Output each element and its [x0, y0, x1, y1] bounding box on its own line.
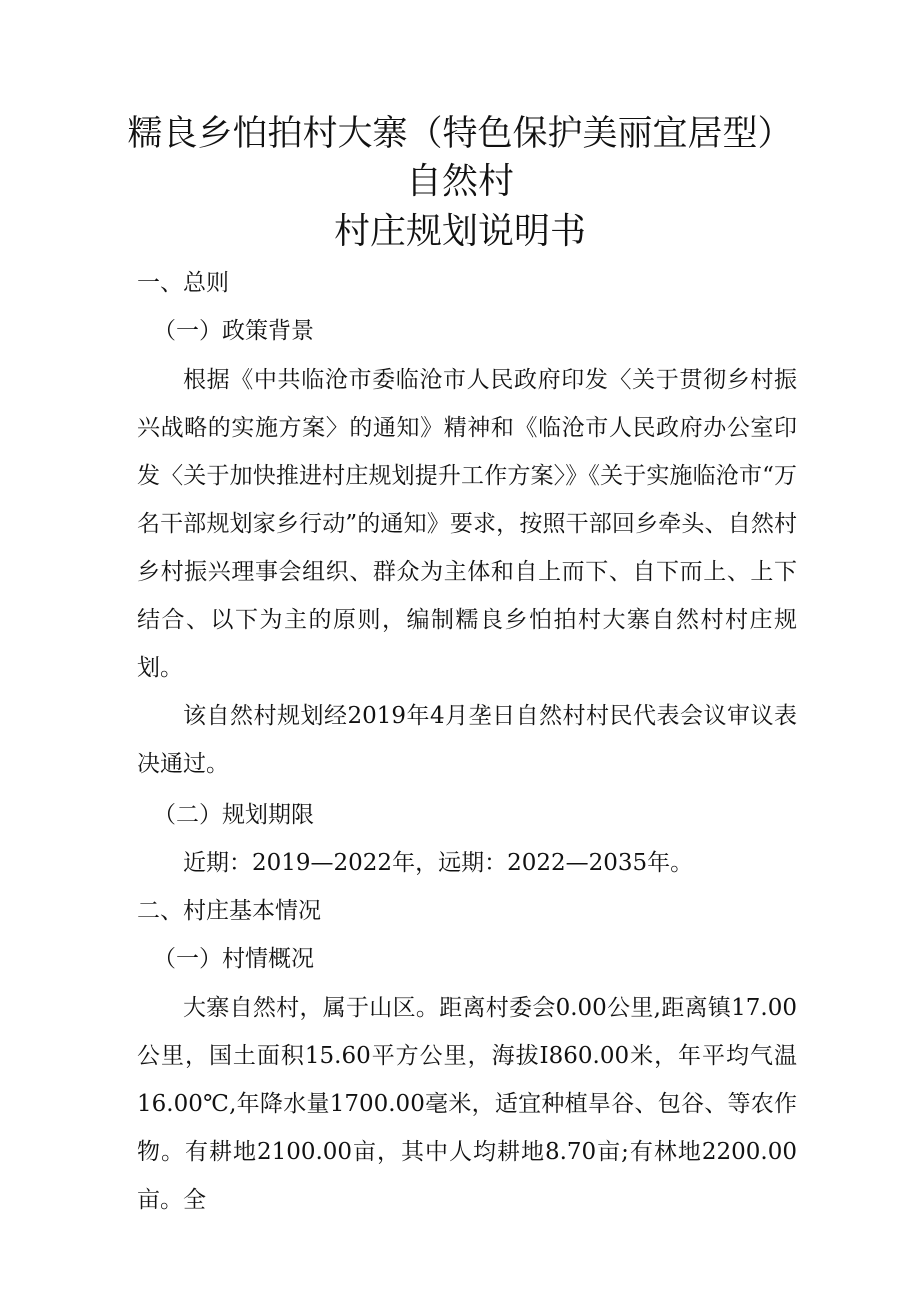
document-title-line-1: 糯良乡怕拍村大寨（特色保护美丽宜居型）	[127, 114, 793, 154]
section-1-1-heading: （一）政策背景	[153, 318, 314, 344]
section-1-2-heading: （二）规划期限	[153, 802, 314, 828]
approval-paragraph: 该自然村规划经2019年4月垄日自然村村民代表会议审议表决通过。	[137, 703, 797, 777]
section-2-1-heading: （一）村情概况	[153, 946, 314, 972]
section-2-heading: 二、村庄基本情况	[137, 898, 321, 924]
section-1-heading: 一、总则	[137, 270, 229, 296]
document-title-line-3: 村庄规划说明书	[333, 211, 586, 252]
document-title-line-2: 自然村	[405, 161, 514, 202]
policy-background-paragraph: 根据《中共临沧市委临沧市人民政府印发〈关于贯彻乡村振兴战略的实施方案〉的通知》精神和《临沧市人民政府办公室印发〈关于加快推进村庄规划提升工作方案〉》《关于实施临沧市“万名干部规划家乡行动”的通知》要求，按照干部回乡牵头、自然村乡村振兴理事会组织、群众为主体和自上而下、自下而上、上下结合、以下为主的原则，编制糯良乡怕拍村大寨自然村村庄规划。	[137, 367, 797, 681]
village-overview-paragraph: 大寨自然村，属于山区。距离村委会0.00公里,距离镇17.00公里，国土面积15.60平方公里，海拔I860.00米，年平均气温16.00℃,年降水量1700.00毫米，适宜种植旱谷、包谷、等农作物。有耕地2100.00亩，其中人均耕地8.70亩;有林地2200.00亩。全	[137, 995, 797, 1213]
planning-period-line: 近期：2019—2022年，远期：2022—2035年。	[183, 850, 694, 876]
